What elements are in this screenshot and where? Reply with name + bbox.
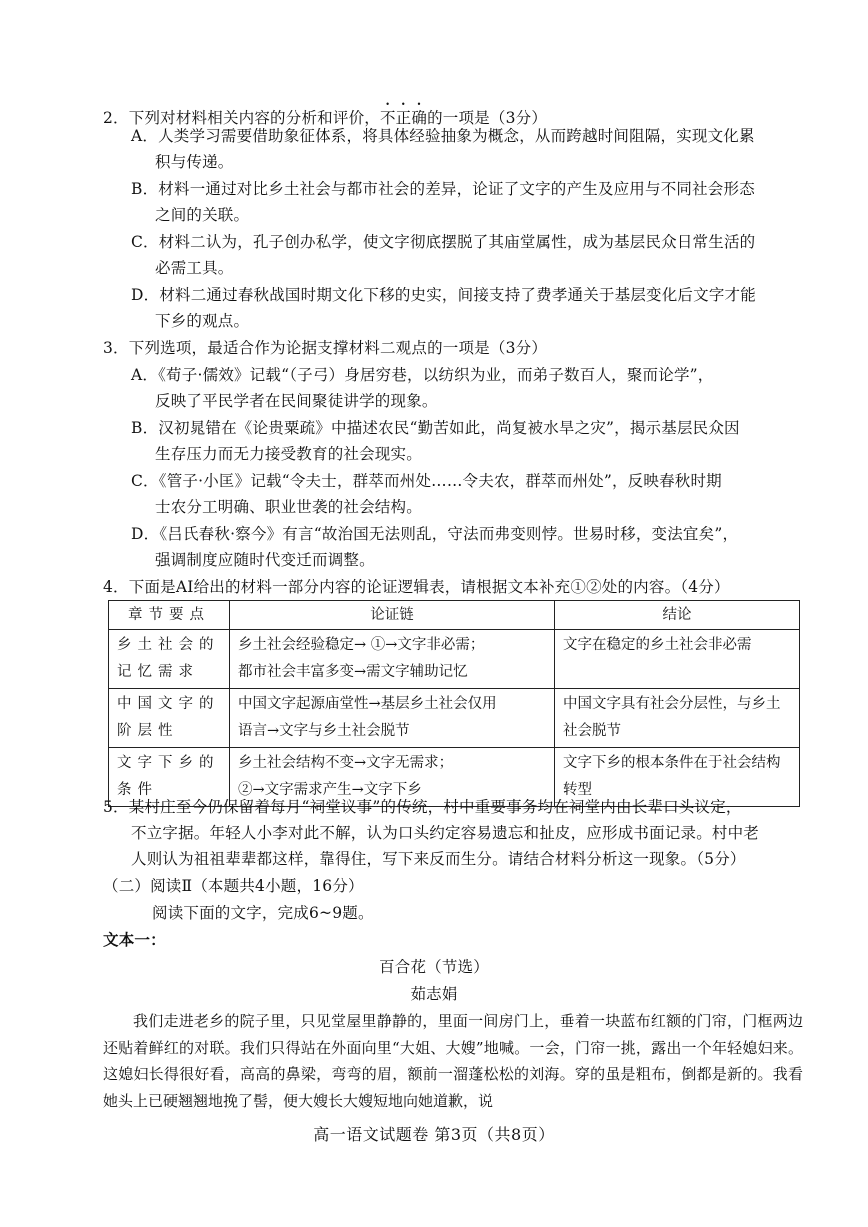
q3-option-b: B．汉初晁错在《论贵粟疏》中描述农民“勤苦如此，尚复被水旱之灾”，揭示基层民众因 bbox=[131, 419, 740, 437]
table-cell-point: 文字下乡的条件 bbox=[109, 748, 230, 807]
q3-option-c-cont: 士农分工明确、职业世袭的社会结构。 bbox=[155, 498, 422, 516]
q2-option-a-cont: 积与传递。 bbox=[155, 153, 234, 171]
text-one-label: 文本一： bbox=[103, 930, 166, 949]
chain-line: 中国文字起源庙堂性→基层乡土社会仅用 bbox=[238, 696, 497, 712]
q3-option-b-cont: 生存压力而无力接受教育的社会现实。 bbox=[155, 445, 422, 463]
page-footer: 高一语文试题卷 第3页（共8页） bbox=[313, 1125, 555, 1144]
q2-option-b-cont: 之间的关联。 bbox=[155, 206, 250, 224]
passage-author: 茹志娟 bbox=[410, 985, 458, 1003]
q3-option-a: A．《荀子·儒效》记载“（子弓）身居穷巷，以纺织为业，而弟子数百人，聚而论学”， bbox=[131, 366, 714, 384]
q3-option-c: C．《管子·小匡》记载“令夫士，群萃而州处……令夫农，群萃而州处”，反映春秋时期 bbox=[131, 472, 722, 490]
chain-line: 都市社会丰富多变→需文字辅助记忆 bbox=[238, 664, 468, 680]
table-header: 章节要点 bbox=[109, 601, 230, 630]
table-cell-conclusion: 文字下乡的根本条件在于社会结构转型 bbox=[555, 748, 800, 807]
passage-body: 我们走进老乡的院子里，只见堂屋里静静的，里面一间房门上，垂着一块蓝布红额的门帘，门框两边还贴着鲜红的对联。我们只得站在外面向里“大姐、大嫂”地喊。一会，门帘一挑，露出一个年轻媳妇来。这媳妇长得很好看，高高的鼻梁，弯弯的眉，额前一溜蓬松松的刘海。穿的虽是粗布，倒都是新的。我看她头上已硬翘翘地挽了髻，便大嫂长大嫂短地向她道歉，说 bbox=[103, 1012, 803, 1110]
q2-option-d-cont: 下乡的观点。 bbox=[155, 312, 250, 330]
passage-title: 百合花（节选） bbox=[379, 958, 489, 976]
chain-line: ②→文字需求产生→文字下乡 bbox=[238, 782, 422, 798]
q5-line-2: 不立字据。年轻人小李对此不解，认为口头约定容易遗忘和扯皮，应形成书面记录。村中老 bbox=[131, 824, 760, 842]
table-header-row bbox=[109, 601, 800, 630]
chain-line: 语言→文字与乡土社会脱节 bbox=[238, 723, 410, 739]
chain-line: 乡土社会经验稳定→ ①→文字非必需； bbox=[238, 637, 485, 653]
q2-option-c: C．材料二认为，孔子创办私学，使文字彻底摆脱了其庙堂属性，成为基层民众日常生活的 bbox=[131, 233, 756, 251]
q2-stem: 2．下列对材料相关内容的分析和评价，不正确的一项是（3分） bbox=[103, 109, 548, 127]
q3-option-a-cont: 反映了平民学者在民间聚徒讲学的现象。 bbox=[155, 392, 438, 410]
q4-stem: 4．下面是AI给出的材料一部分内容的论证逻辑表，请根据文本补充①②处的内容。（4分） bbox=[103, 578, 730, 596]
table-row bbox=[109, 689, 800, 748]
chain-line: 乡土社会结构不变→文字无需求； bbox=[238, 755, 454, 771]
q5-line-1: 5．某村庄至今仍保留着每月“祠堂议事”的传统，村中重要事务均在祠堂内由长辈口头议定， bbox=[103, 798, 742, 816]
q3-option-d-cont: 强调制度应随时代变迁而调整。 bbox=[155, 551, 375, 569]
table-cell-conclusion: 中国文字具有社会分层性，与乡土社会脱节 bbox=[555, 689, 800, 748]
q5-line-3: 人则认为祖祖辈辈都这样，靠得住，写下来反而生分。请结合材料分析这一现象。（5分） bbox=[131, 850, 746, 868]
q2-option-b: B．材料一通过对比乡土社会与都市社会的差异，论证了文字的产生及应用与不同社会形态 bbox=[131, 180, 755, 198]
q3-option-d: D．《吕氏春秋·察今》有言“故治国无法则乱，守法而弗变则悖。世易时移，变法宜矣”， bbox=[131, 525, 739, 543]
table-row bbox=[109, 630, 800, 689]
table-header: 论证链 bbox=[230, 601, 555, 630]
section-heading: （二）阅读Ⅱ（本题共4小题，16分） bbox=[103, 877, 364, 895]
table-cell-chain bbox=[230, 689, 555, 748]
q2-option-d: D．材料二通过春秋战国时期文化下移的史实，间接支持了费孝通关于基层变化后文字才能 bbox=[131, 286, 756, 304]
table-cell-point: 中国文字的阶层性 bbox=[109, 689, 230, 748]
table-header: 结论 bbox=[555, 601, 800, 630]
table-cell-conclusion: 文字在稳定的乡土社会非必需 bbox=[555, 630, 800, 689]
q2-option-a: A．人类学习需要借助象征体系，将具体经验抽象为概念，从而跨越时间阻隔，实现文化累 bbox=[131, 127, 755, 145]
section-instruction: 阅读下面的文字，完成6~9题。 bbox=[152, 904, 374, 922]
logic-table bbox=[108, 600, 800, 807]
table-cell-chain bbox=[230, 630, 555, 689]
q2-option-c-cont: 必需工具。 bbox=[155, 259, 234, 277]
q3-stem: 3．下列选项，最适合作为论据支撑材料二观点的一项是（3分） bbox=[103, 339, 548, 357]
table-cell-point: 乡土社会的记忆需求 bbox=[109, 630, 230, 689]
